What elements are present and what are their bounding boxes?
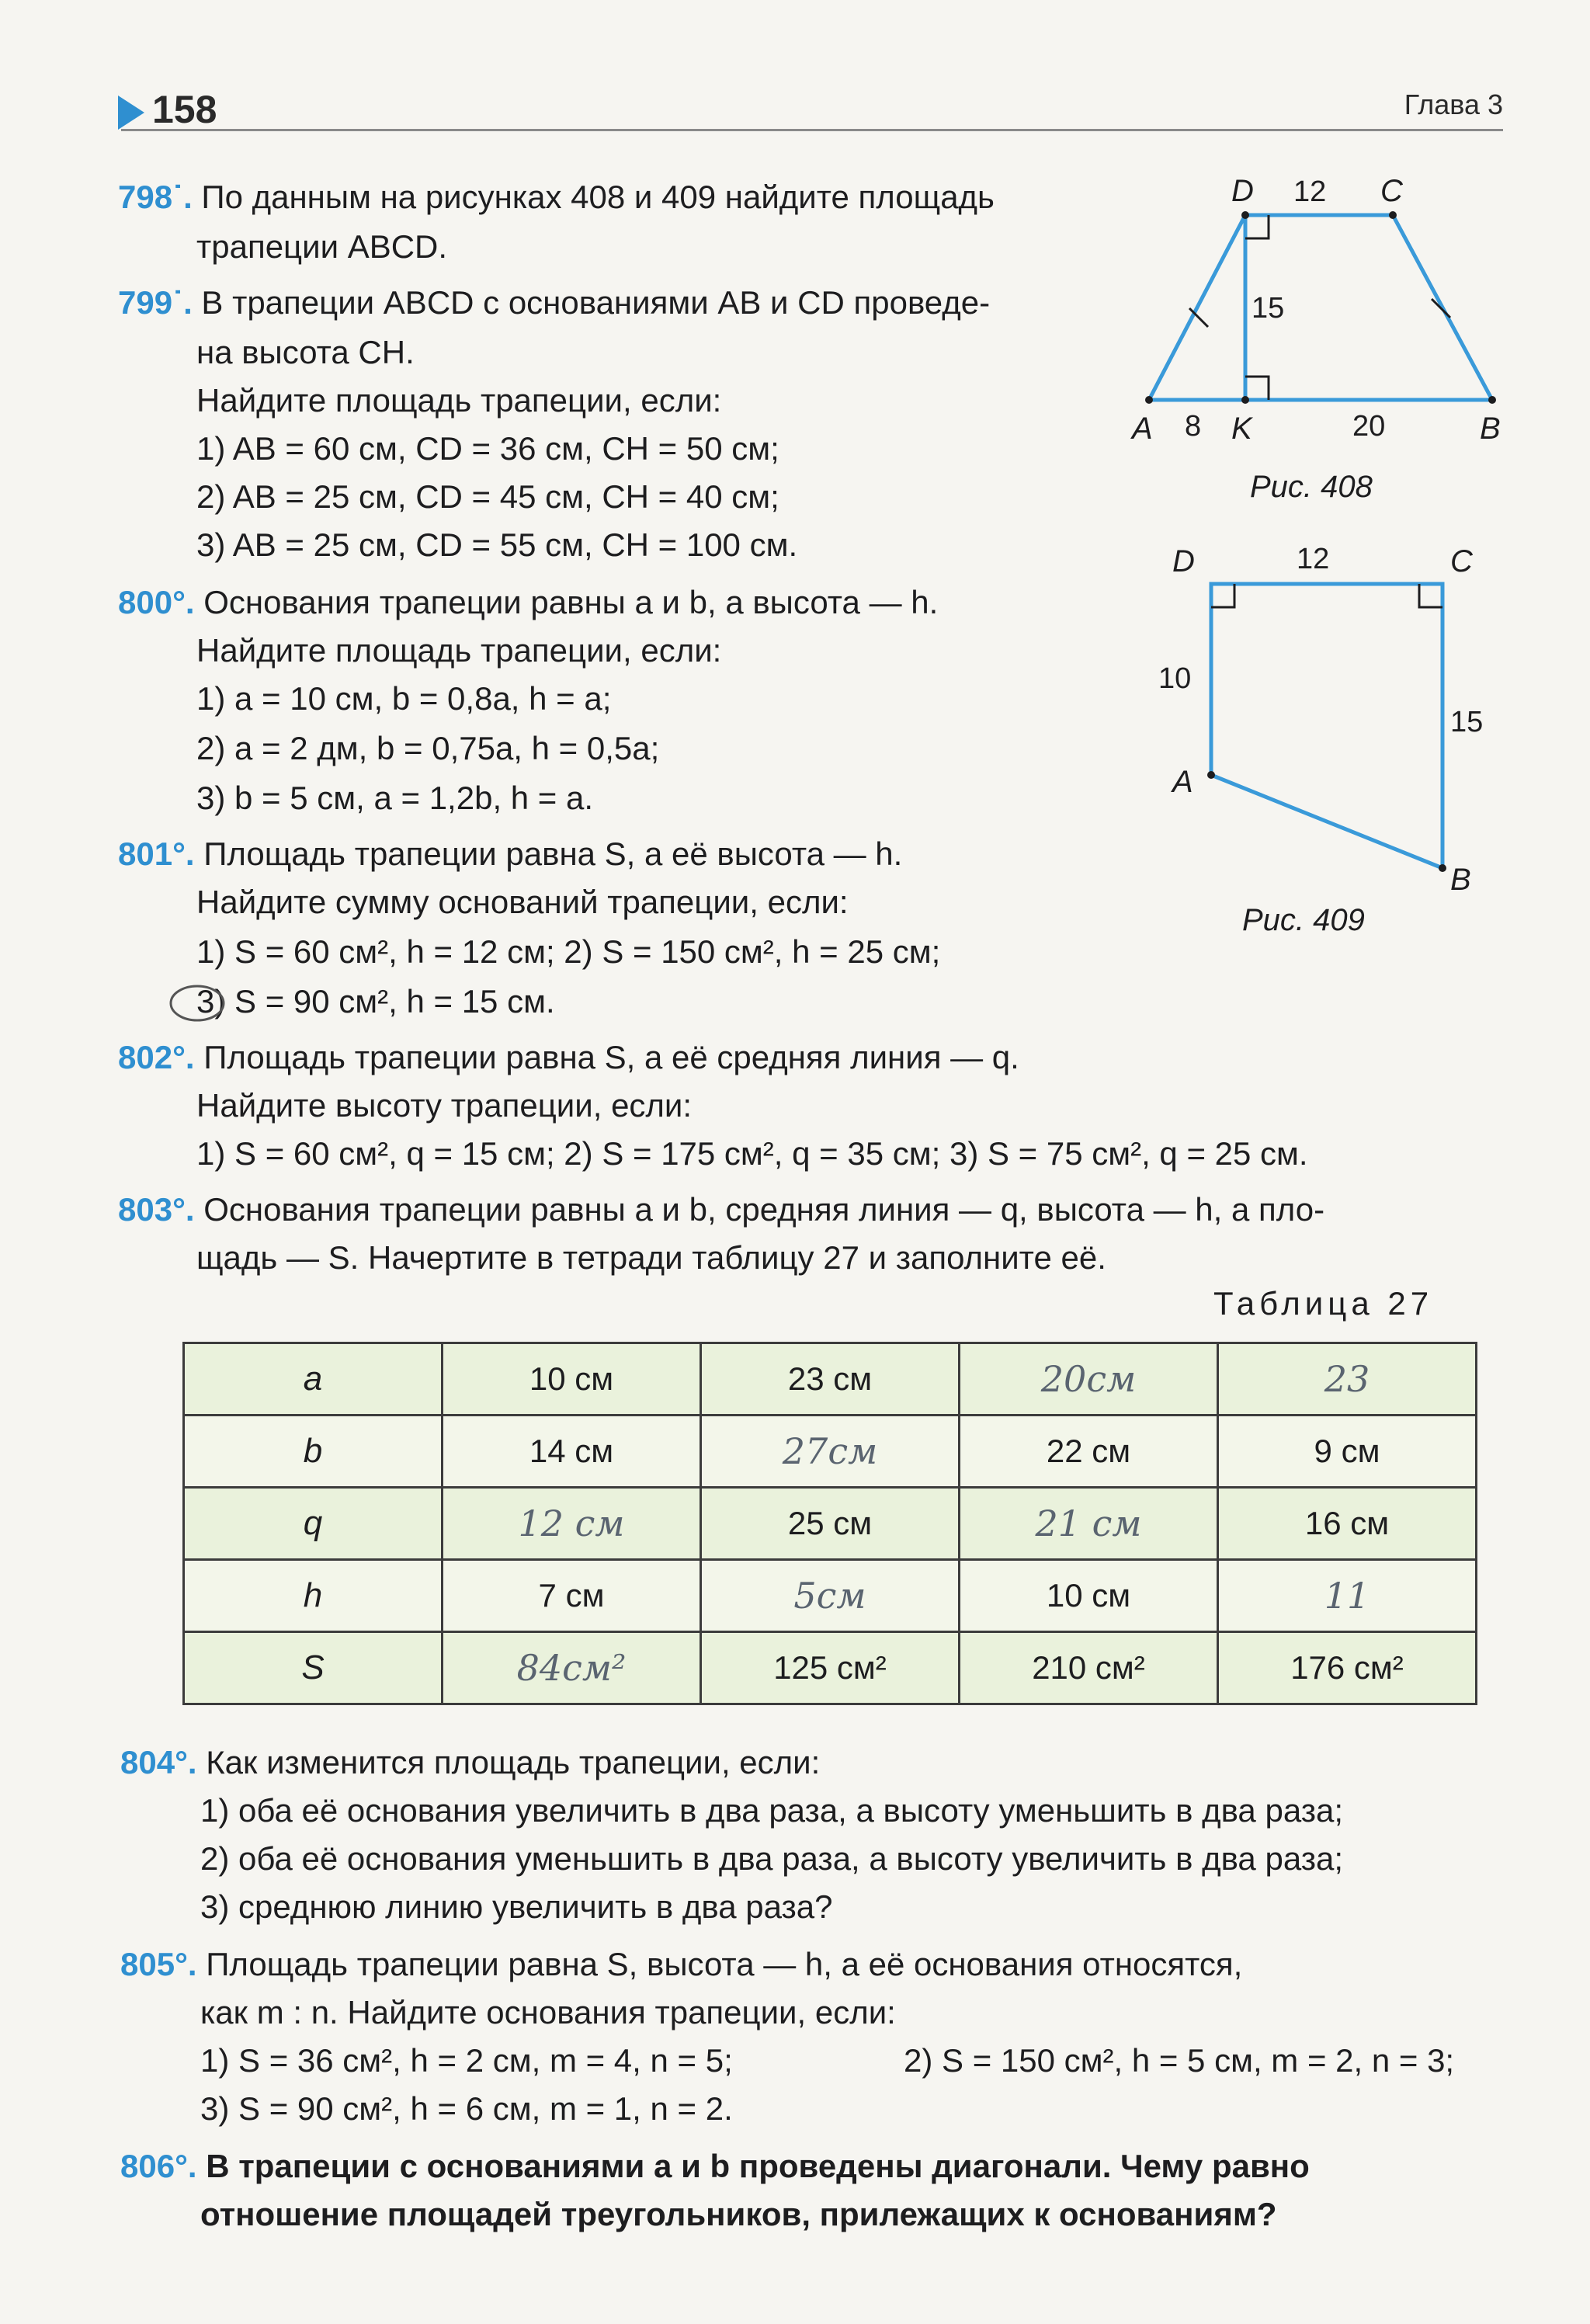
problem-line: 1) S = 60 см², h = 12 см; 2) S = 150 см², h = 25 см;	[196, 933, 941, 970]
problem-800: 800°. Основания трапеции равны a и b, а высота — h.	[118, 584, 939, 620]
problem-803: 803°. Основания трапеции равны a и b, средняя линия — q, высота — h, а пло-	[118, 1191, 1325, 1228]
problem-line: Найдите площадь трапеции, если:	[196, 382, 722, 419]
row-label: S	[184, 1632, 443, 1704]
row-label: b	[184, 1416, 443, 1488]
table-cell: 25 см	[701, 1488, 960, 1560]
table-cell: 10 см	[443, 1343, 701, 1416]
right-angle-mark	[1245, 215, 1269, 238]
figure-409	[1141, 536, 1514, 955]
handwritten-cell: 21 см	[960, 1488, 1218, 1560]
problem-line: 3) среднюю линию увеличить в два раза?	[200, 1888, 833, 1925]
problem-text: В трапеции ABCD с основаниями AB и CD проведе-	[201, 284, 991, 321]
table-cell: 176 см²	[1218, 1632, 1477, 1704]
handwritten-cell: 12 см	[443, 1488, 701, 1560]
problem-805: 805°. Площадь трапеции равна S, высота — h, а её основания относятся,	[120, 1946, 1243, 1982]
right-angle-mark	[1419, 584, 1442, 607]
problem-line: 3) AB = 25 см, CD = 55 см, CH = 100 см.	[196, 526, 798, 563]
problem-line: 1) S = 36 см², h = 2 см, m = 4, n = 5;	[200, 2042, 733, 2079]
segment-label: 12	[1293, 175, 1327, 208]
problem-line: на высота CH.	[196, 334, 415, 370]
right-angle-mark	[1245, 377, 1269, 400]
vertex-label: A	[1132, 412, 1153, 446]
problem-line: 2) S = 150 см², h = 5 см, m = 2, n = 3;	[904, 2042, 1455, 2079]
vertex-label: D	[1172, 544, 1195, 578]
segment-label: 10	[1158, 662, 1192, 695]
vertex-label: B	[1480, 412, 1501, 446]
problem-line: Найдите сумму оснований трапеции, если:	[196, 884, 849, 920]
segment-label: 15	[1252, 292, 1285, 325]
vertex-label: B	[1450, 863, 1471, 897]
vertex-label: K	[1231, 412, 1252, 446]
table-cell: 10 см	[960, 1560, 1218, 1632]
problem-number: 803	[118, 1191, 173, 1228]
table-row	[184, 1488, 1477, 1560]
problem-number: 802	[118, 1039, 173, 1075]
table-caption: Таблица 27	[1213, 1285, 1434, 1322]
problem-text: Основания трапеции равны a и b, средняя линия — q, высота — h, а пло-	[203, 1191, 1325, 1228]
table-row	[184, 1343, 1477, 1416]
figure-caption: Рис. 408	[1250, 470, 1373, 504]
row-label: a	[184, 1343, 443, 1416]
problem-801: 801°. Площадь трапеции равна S, а её высота — h.	[118, 835, 903, 872]
problem-806: 806°. В трапеции с основаниями a и b проведены диагонали. Чему равно	[120, 2148, 1310, 2184]
page-number: 158	[152, 88, 217, 131]
problem-line: 2) оба её основания уменьшить в два раза, а высоту увеличить в два раза;	[200, 1840, 1343, 1877]
problem-line: 1) оба её основания увеличить в два раза, а высоту уменьшить в два раза;	[200, 1792, 1343, 1829]
problem-number: 804	[120, 1744, 175, 1780]
problem-number: 805	[120, 1946, 175, 1982]
problem-line: как m : n. Найдите основания трапеции, если:	[200, 1994, 896, 2030]
segment-label: 20	[1352, 410, 1386, 443]
problem-799: 799˙. В трапеции ABCD с основаниями AB и CD проведе-	[118, 284, 991, 321]
problem-line: отношение площадей треугольников, прилежащих к основаниям?	[200, 2196, 1277, 2232]
handwritten-cell: 20см	[960, 1343, 1218, 1416]
figure-408	[1118, 167, 1522, 509]
problem-line: 1) S = 60 см², q = 15 см; 2) S = 175 см², q = 35 см; 3) S = 75 см², q = 25 см.	[196, 1135, 1308, 1172]
problem-line: 1) a = 10 см, b = 0,8a, h = a;	[196, 680, 612, 717]
table-cell: 14 см	[443, 1416, 701, 1488]
handwritten-cell: 84см²	[443, 1632, 701, 1704]
figure-caption: Рис. 409	[1242, 903, 1365, 937]
table-cell: 16 см	[1218, 1488, 1477, 1560]
handwritten-cell: 11	[1218, 1560, 1477, 1632]
problem-line: Найдите площадь трапеции, если:	[196, 632, 722, 669]
vertex-label: C	[1380, 174, 1403, 208]
problem-798: 798˙. По данным на рисунках 408 и 409 найдите площадь	[118, 179, 995, 215]
problem-line: трапеции ABCD.	[196, 228, 448, 265]
problem-text: Площадь трапеции равна S, а её средняя линия — q.	[203, 1039, 1019, 1075]
table-cell: 22 см	[960, 1416, 1218, 1488]
problem-line: 2) a = 2 дм, b = 0,75a, h = 0,5a;	[196, 730, 660, 766]
vertex-label: A	[1172, 765, 1193, 799]
problem-line: 1) AB = 60 см, CD = 36 см, CH = 50 см;	[196, 430, 779, 467]
problem-text: Площадь трапеции равна S, высота — h, а её основания относятся,	[206, 1946, 1243, 1982]
table-cell: 23 см	[701, 1343, 960, 1416]
table-cell: 125 см²	[701, 1632, 960, 1704]
problem-number: 806	[120, 2148, 175, 2184]
vertex-label: D	[1231, 174, 1254, 208]
problem-number: 801	[118, 835, 173, 872]
chapter-title: Глава 3	[1404, 89, 1503, 120]
problem-line: Найдите высоту трапеции, если:	[196, 1087, 693, 1124]
table-cell: 210 см²	[960, 1632, 1218, 1704]
header-divider	[121, 129, 1503, 131]
problem-number: 800	[118, 584, 173, 620]
table-row	[184, 1560, 1477, 1632]
segment-label: 8	[1185, 410, 1202, 443]
row-label: h	[184, 1560, 443, 1632]
handwritten-cell: 5см	[701, 1560, 960, 1632]
table-cell: 7 см	[443, 1560, 701, 1632]
problem-line: 3) S = 90 см², h = 6 см, m = 1, n = 2.	[200, 2090, 733, 2127]
handwritten-cell: 27см	[701, 1416, 960, 1488]
problem-number: 798	[118, 179, 173, 215]
problem-text: Основания трапеции равны a и b, а высота — h.	[203, 584, 939, 620]
segment-label: 15	[1450, 706, 1484, 738]
pencil-circle-mark	[165, 980, 227, 1027]
right-angle-mark	[1211, 584, 1234, 607]
handwritten-cell: 23	[1218, 1343, 1477, 1416]
problem-text: Как изменится площадь трапеции, если:	[206, 1744, 821, 1780]
problem-number: 799	[118, 284, 173, 321]
table-row	[184, 1632, 1477, 1704]
problem-line: щадь — S. Начертите в тетради таблицу 27 и заполните её.	[196, 1239, 1106, 1276]
problem-text: Площадь трапеции равна S, а её высота — h.	[203, 835, 903, 872]
page-marker-icon	[118, 96, 144, 130]
problem-802: 802°. Площадь трапеции равна S, а её средняя линия — q.	[118, 1039, 1019, 1075]
row-label: q	[184, 1488, 443, 1560]
problem-text: По данным на рисунках 408 и 409 найдите площадь	[201, 179, 995, 215]
trapezoid-shape	[1211, 584, 1442, 868]
vertex-label: C	[1450, 544, 1473, 578]
problem-text: В трапеции с основаниями a и b проведены диагонали. Чему равно	[206, 2148, 1310, 2184]
problem-804: 804°. Как изменится площадь трапеции, если:	[120, 1744, 821, 1780]
segment-label: 12	[1297, 543, 1330, 575]
problem-line: 2) AB = 25 см, CD = 45 см, CH = 40 см;	[196, 478, 779, 515]
table-27	[182, 1342, 1477, 1705]
problem-line: 3) b = 5 см, a = 1,2b, h = a.	[196, 780, 594, 816]
problem-line: 3) S = 90 см², h = 15 см.	[196, 983, 555, 1020]
table-cell: 9 см	[1218, 1416, 1477, 1488]
table-row	[184, 1416, 1477, 1488]
